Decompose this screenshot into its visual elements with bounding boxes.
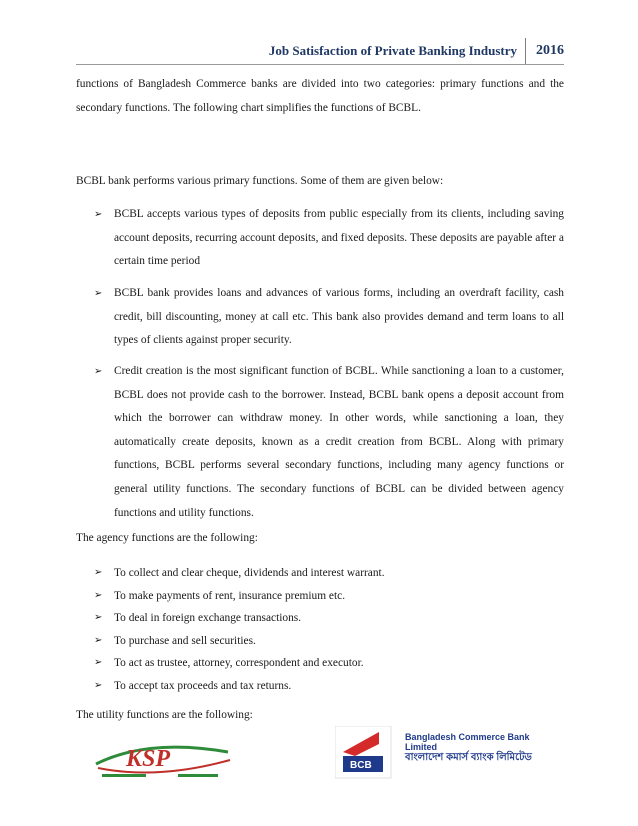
list-item (94, 360, 564, 525)
list-item-text: BCBL accepts various types of deposits from public especially from its clients, including saving account deposits, recurring account deposits, and fixed deposits. These deposits are payable after a certain time period (114, 208, 564, 268)
ksp-logo (88, 730, 238, 790)
list-item-text: To act as trustee, attorney, correspondent and executor. (114, 657, 364, 670)
list-item (94, 652, 564, 675)
arrowhead-bullet-icon: ➢ (94, 634, 103, 646)
svg-text:BCB: BCB (350, 760, 372, 771)
header-rule (76, 64, 564, 65)
arrowhead-bullet-icon: ➢ (94, 288, 103, 299)
list-item-text: To accept tax proceeds and tax returns. (114, 679, 292, 692)
list-item-text: BCBL bank provides loans and advances of various forms, including an overdraft facility, cash credit, bill discounting, money at call etc. This bank also provides demand and term loans to all types of clients against proper security. (114, 287, 564, 347)
arrowhead-bullet-icon: ➢ (94, 612, 103, 624)
list-item (94, 630, 564, 653)
primary-functions-list-2 (94, 282, 564, 353)
svg-text:KSP: KSP (126, 746, 171, 772)
arrowhead-bullet-icon: ➢ (94, 209, 103, 220)
bcb-logo (335, 726, 563, 788)
bcb-name: Bangladesh Commerce Bank Limited (405, 732, 530, 752)
list-item (94, 562, 564, 585)
arrowhead-bullet-icon: ➢ (94, 366, 103, 377)
primary-intro-paragraph: BCBL bank performs various primary functions. Some of them are given below: (76, 175, 444, 187)
list-item (94, 607, 564, 630)
list-item (94, 282, 564, 353)
arrowhead-bullet-icon: ➢ (94, 679, 103, 691)
list-item (94, 203, 564, 274)
arrowhead-bullet-icon: ➢ (94, 657, 103, 669)
list-item-text: To collect and clear cheque, dividends and interest warrant. (114, 567, 385, 579)
bcb-bangla-name: বাংলাদেশ কমার্স ব্যাংক লিমিটেড (405, 752, 532, 763)
list-item-text: To make payments of rent, insurance premium etc. (114, 589, 346, 602)
header-title: Job Satisfaction of Private Banking Industry (268, 43, 517, 58)
list-item (94, 585, 564, 608)
list-item-text: Credit creation is the most significant function of BCBL. While sanctioning a loan to a customer, BCBL does not provide cash to the borrower. Instead, BCBL bank opens a deposit account from which the borrower can withdraw money. In other words, while sanctioning a loan, they automatically create deposits, known as a credit creation from BCBL. Along with primary functions, BCBL performs several secondary functions, including many agency functions or general utility functions. The secondary functions of BCBL can be divided between agency functions and utility functions. (114, 365, 564, 519)
intro-paragraph: functions of Bangladesh Commerce banks are divided into two categories: primary functions and the secondary functions. The following chart simplifies the functions of BCBL. (76, 78, 564, 114)
bcb-emblem-icon (335, 726, 395, 780)
primary-functions-list-1 (94, 203, 564, 274)
list-item (94, 675, 564, 698)
list-item-text: To deal in foreign exchange transactions. (114, 612, 302, 625)
page-header (269, 38, 564, 64)
header-year: 2016 (536, 43, 564, 58)
arrowhead-bullet-icon: ➢ (94, 567, 103, 578)
agency-functions-list (94, 562, 564, 698)
list-item-text: To purchase and sell securities. (114, 634, 256, 647)
primary-functions-list-3 (94, 360, 564, 525)
arrowhead-bullet-icon: ➢ (94, 589, 103, 601)
agency-intro-paragraph: The agency functions are the following: (76, 532, 258, 544)
utility-intro-paragraph: The utility functions are the following: (76, 709, 253, 721)
